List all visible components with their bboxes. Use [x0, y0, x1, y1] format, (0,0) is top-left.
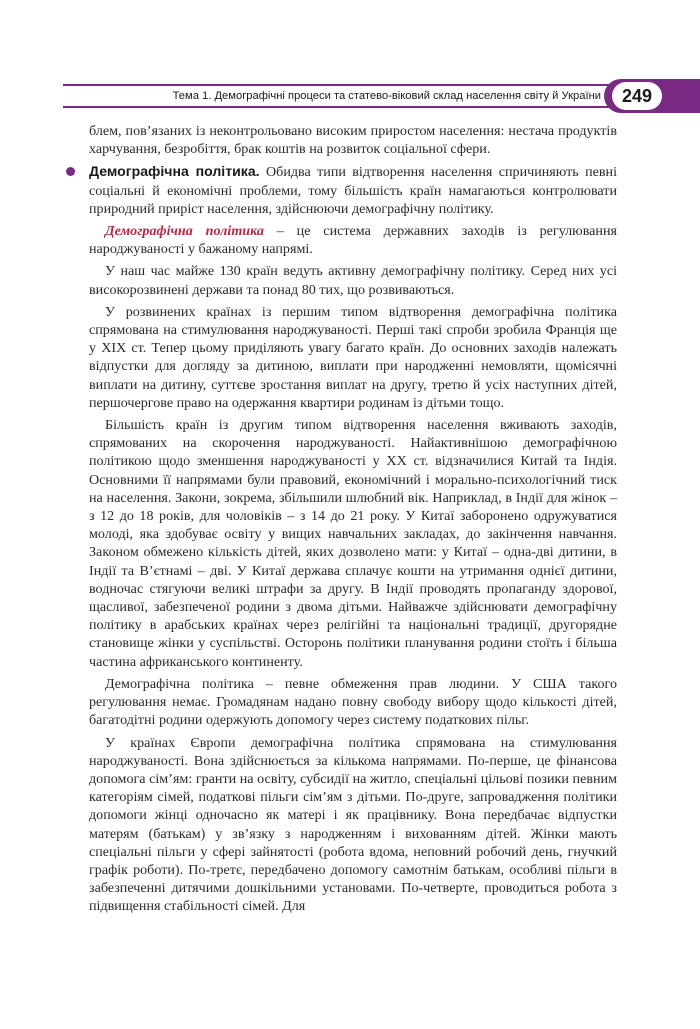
header-rule-bottom [63, 106, 623, 108]
paragraph-countries-count: У наш час майже 130 країн ведуть активну демографічну політику. Серед них усі високорозвинені держави та понад 80 тих, що розвиваються. [89, 263, 617, 298]
definition-paragraph [89, 222, 617, 258]
section-intro-text: Обидва типи відтворення населення спричиняють певні соціальні й економічні проблеми, тому більшість країн намагаються контролювати природний приріст населення, здійснюючи демографічну політику. [89, 164, 617, 217]
section-demographic-policy [89, 162, 617, 218]
paragraph-europe: У країнах Європи демографічна політика спрямована на стимулювання народжуваності. Вона здійснюється за кількома напрямами. По-перше, це фінансова допомога сім’ям: гранти на освіту, субсидії на житло, спеціальні цільові позики певним категоріям сімей, податкові пільги сім’ям з дітьми. По-друге, запровадження політики допомоги жінці одночасно як матері і як працівнику. Вона передбачає відпустки матерям (батькам) у зв’язку з народженням і вихованням дітей. Жінки мають спеціальні пільги у сфері зайнятості (робота вдома, неповний робочий день, гнучкий графік роботи). По-третє, передбачено допомогу самотнім батькам, особливі пільги в забезпеченні дитячими дошкільними установами. По-четверте, проводиться робота з підвищення стабільності сімей. Для [89, 734, 617, 915]
page-body [89, 122, 617, 916]
definition-term: Демографічна політика [105, 223, 264, 240]
paragraph-usa: Демографічна політика – певне обмеження прав людини. У США такого регулювання немає. Громадянам надано повну свободу вибору щодо кількості дітей, багатодітні родини одержують допомогу через систему податкових пільг. [89, 675, 617, 729]
paragraph-continuation: блем, пов’язаних із неконтрольовано високим приростом населення: нестача продуктів харчування, безробіття, брак коштів на розвиток соціальної сфери. [89, 123, 617, 158]
paragraph-developing-countries: Більшість країн із другим типом відтворення населення вживають заходів, спрямованих на скорочення народжуваності. Найактивнішою демографічною політикою щодо зменшення народжуваності у XX ст. відзначилися Китай та Індія. Основними її напрямами були правовий, економічний і морально-психологічний тиск на населення. Закони, зокрема, збільшили шлюбний вік. Наприклад, в Індії для жінок – з 12 до 18 років, для чоловіків – з 14 до 21 року. У Китаї заборонено одружуватися молоді, яка здобуває освіту у вищих навчальних закладах, до закінчення навчання. Законом обмежено кількість дітей, яких дозволено мати: у Китаї – одна-дві дитини, в Індії та В’єтнамі – дві. У Китаї держава сплачує кошти на утримання однієї дитини, водночас стягуючи великі штрафи за другу. В Індії проводять пропаганду здорової, щасливої, забезпеченої родини з двома дітьми. Найважче здійснювати демографічну політику в арабських країнах через релігійні та національні традиції, другорядне становище жінки у суспільстві. Осторонь політики планування родини стоїть і більша частина африканського континенту. [89, 417, 617, 670]
page-number: 249 [612, 82, 662, 110]
header-rule-top [63, 84, 623, 86]
paragraph-developed-countries: У розвинених країнах із першим типом відтворення демографічна політика спрямована на стимулювання народжуваності. Перші такі спроби зробила Франція ще у XIX ст. Тепер цьому приділяють увагу багато країн. До основних заходів належать відпустки для догляду за дитиною, виплати при народженні немовляти, щомісячні виплати на дитину, суттєве зростання виплат на другу, третю й усіх наступних дітей, першочергове право на одержання квартири родинам із дітьми тощо. [89, 303, 617, 411]
running-header-title: Тема 1. Демографічні процеси та статево-віковий склад населення світу й України [172, 90, 601, 102]
section-heading: Демографічна політика. [89, 163, 260, 180]
bullet-icon [66, 167, 75, 176]
definition-text: – це система державних заходів із регулювання народжуваності у бажаному напрямі. [89, 223, 617, 258]
